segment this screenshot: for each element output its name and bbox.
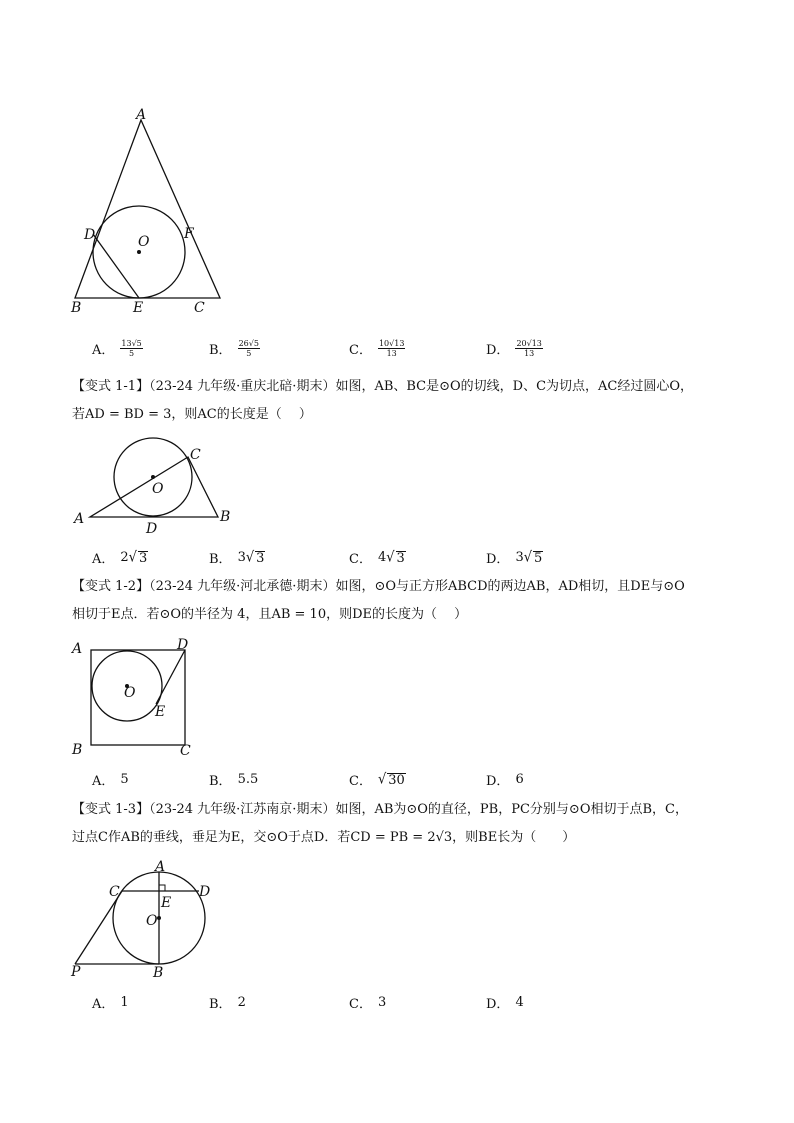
fraction-numerator: 26√5 bbox=[238, 339, 259, 348]
option-coefficient: 2 bbox=[120, 550, 129, 565]
figure-triangle-incircle bbox=[60, 100, 230, 320]
option-value: 5.5 bbox=[237, 772, 259, 787]
label-c: C bbox=[109, 884, 120, 900]
option-letter: C． bbox=[349, 997, 372, 1012]
fraction-denominator: 13 bbox=[386, 349, 397, 358]
option-c bbox=[349, 770, 406, 789]
option-radicand: 5 bbox=[534, 550, 543, 566]
sqrt-icon: √ bbox=[128, 549, 137, 566]
question-text-line: 【变式 1-2】（23-24 九年级·河北承德·期末）如图，⊙O与正方形ABCD的两边AB，AD相切，且DE与⊙O bbox=[72, 579, 685, 594]
fraction-denominator: 5 bbox=[246, 349, 252, 358]
label-c: C bbox=[194, 300, 205, 316]
label-o: O bbox=[138, 234, 150, 250]
figure-1-2 bbox=[70, 638, 200, 763]
label-f: F bbox=[184, 226, 194, 242]
option-radicand: 3 bbox=[396, 550, 405, 566]
option-coefficient: 3 bbox=[237, 550, 246, 565]
question-1-2 bbox=[72, 573, 732, 629]
square-abcd bbox=[91, 650, 185, 745]
option-value: 2 bbox=[237, 995, 246, 1010]
question-text-line: 【变式 1-1】（23-24 九年级·重庆北碚·期末）如图，AB、BC是⊙O的切线，D、C为切点，AC经过圆心O， bbox=[72, 379, 694, 394]
option-letter: B． bbox=[209, 552, 232, 567]
fraction-numerator: 10√13 bbox=[378, 339, 405, 348]
label-a: A bbox=[74, 511, 85, 527]
option-radicand: 3 bbox=[256, 550, 265, 566]
question-text-line: 【变式 1-3】（23-24 九年级·江苏南京·期末）如图，AB为⊙O的直径，PB，PC分别与⊙O相切于点B，C， bbox=[72, 802, 688, 817]
option-letter: C． bbox=[349, 343, 372, 358]
segment-de bbox=[93, 234, 139, 298]
label-e: E bbox=[155, 704, 166, 720]
option-b bbox=[209, 548, 265, 567]
option-b bbox=[209, 339, 260, 358]
option-letter: D． bbox=[486, 343, 510, 358]
option-c bbox=[349, 339, 405, 358]
option-letter: C． bbox=[349, 774, 372, 789]
label-b: B bbox=[153, 965, 164, 981]
label-d: D bbox=[146, 521, 158, 537]
label-d: D bbox=[199, 884, 211, 900]
option-letter: C． bbox=[349, 552, 372, 567]
option-d bbox=[486, 339, 543, 358]
option-value: 5 bbox=[120, 772, 129, 787]
option-letter: A． bbox=[92, 552, 115, 567]
option-value: 4 bbox=[515, 995, 524, 1010]
option-letter: D． bbox=[486, 552, 510, 567]
right-angle-mark bbox=[159, 885, 165, 891]
option-coefficient: 3 bbox=[515, 550, 524, 565]
center-point bbox=[157, 916, 161, 920]
option-radicand: 3 bbox=[138, 550, 148, 566]
option-a bbox=[92, 339, 143, 358]
center-point bbox=[151, 475, 155, 479]
square-circle-diagram bbox=[70, 638, 200, 763]
label-o: O bbox=[146, 913, 158, 929]
option-a bbox=[92, 770, 129, 789]
option-letter: A． bbox=[92, 997, 115, 1012]
diameter-tangent-diagram bbox=[66, 858, 226, 980]
label-a: A bbox=[136, 107, 147, 123]
option-c bbox=[349, 548, 406, 567]
option-letter: A． bbox=[92, 774, 115, 789]
sqrt-icon: √ bbox=[377, 771, 387, 788]
option-value: 1 bbox=[120, 995, 129, 1010]
option-letter: A． bbox=[92, 343, 115, 358]
label-a: A bbox=[72, 641, 83, 657]
option-letter: B． bbox=[209, 774, 232, 789]
question-1-1 bbox=[72, 373, 732, 429]
question-text-line: 若AD = BD = 3，则AC的长度是（ ） bbox=[72, 407, 312, 422]
option-a bbox=[92, 993, 129, 1012]
tangent-circle-diagram bbox=[70, 440, 240, 535]
option-c bbox=[349, 993, 386, 1012]
label-b: B bbox=[220, 509, 231, 525]
label-c: C bbox=[190, 447, 201, 463]
sqrt-icon: √ bbox=[245, 549, 255, 566]
question-text-line: 过点C作AB的垂线，垂足为E，交⊙O于点D．若CD = PB = 2√3，则BE长为（ ） bbox=[72, 830, 576, 845]
label-b: B bbox=[71, 300, 82, 316]
option-b bbox=[209, 770, 258, 789]
option-value: 3 bbox=[377, 995, 387, 1010]
option-coefficient: 4 bbox=[377, 550, 387, 565]
label-o: O bbox=[124, 685, 136, 701]
triangle-incircle-diagram bbox=[60, 100, 230, 320]
option-d bbox=[486, 770, 524, 789]
label-d: D bbox=[177, 637, 189, 653]
center-point bbox=[137, 250, 141, 254]
option-radicand: 30 bbox=[388, 772, 405, 788]
option-fraction bbox=[515, 339, 542, 358]
label-o: O bbox=[152, 481, 164, 497]
fraction-numerator: 13√5 bbox=[121, 339, 142, 348]
sqrt-icon: √ bbox=[523, 549, 533, 566]
label-p: P bbox=[71, 964, 81, 980]
label-e: E bbox=[161, 895, 172, 911]
option-letter: B． bbox=[209, 997, 232, 1012]
option-fraction bbox=[120, 339, 142, 358]
option-letter: D． bbox=[486, 774, 510, 789]
tangent-pc bbox=[75, 891, 122, 964]
label-c: C bbox=[180, 743, 191, 759]
option-d bbox=[486, 548, 543, 567]
question-1-3 bbox=[72, 796, 732, 852]
label-e: E bbox=[133, 300, 144, 316]
label-a: A bbox=[155, 859, 166, 875]
figure-1-3 bbox=[66, 858, 226, 980]
option-a bbox=[92, 548, 148, 567]
option-letter: B． bbox=[209, 343, 232, 358]
question-text-line: 相切于E点．若⊙O的半径为 4，且AB = 10，则DE的长度为（ ） bbox=[72, 607, 468, 622]
label-b: B bbox=[72, 742, 83, 758]
sqrt-icon: √ bbox=[386, 549, 395, 566]
fraction-numerator: 20√13 bbox=[516, 339, 542, 348]
option-value: 6 bbox=[515, 772, 524, 787]
fraction-denominator: 5 bbox=[129, 349, 135, 358]
option-d bbox=[486, 993, 524, 1012]
fraction-denominator: 13 bbox=[524, 349, 535, 358]
option-b bbox=[209, 993, 246, 1012]
label-d: D bbox=[84, 227, 96, 243]
option-fraction bbox=[238, 339, 260, 358]
figure-1-1 bbox=[70, 440, 240, 535]
option-letter: D． bbox=[486, 997, 510, 1012]
option-fraction bbox=[378, 339, 405, 358]
